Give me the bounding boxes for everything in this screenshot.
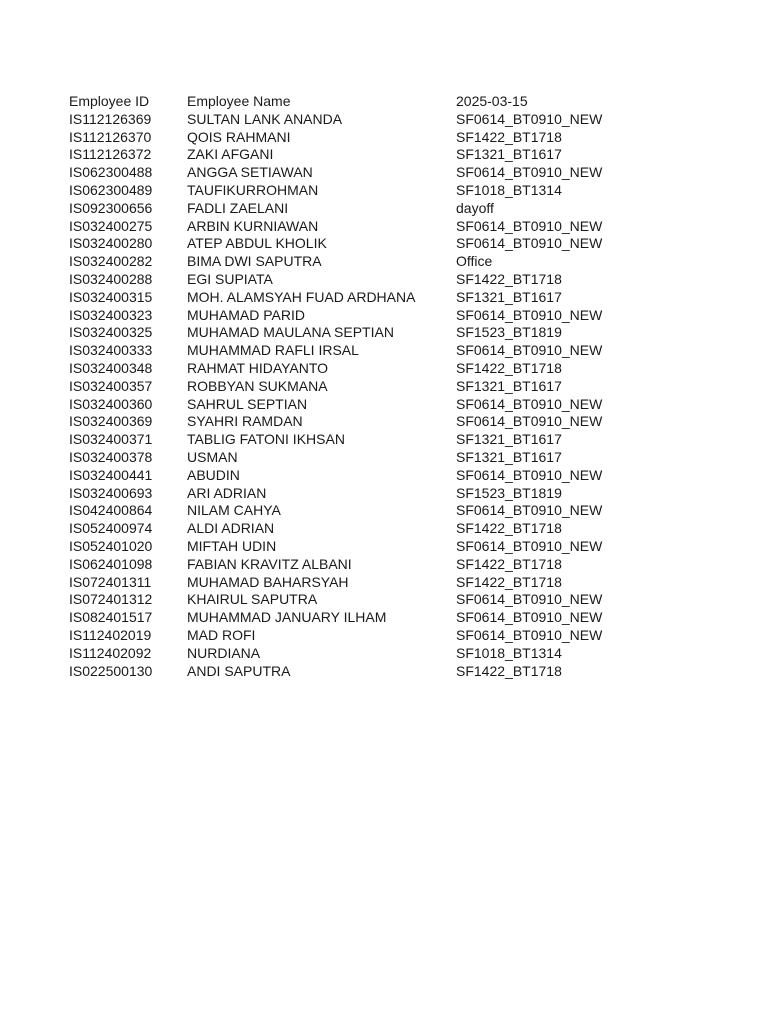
employee-name-cell: EGI SUPIATA xyxy=(187,270,273,287)
shift-cell: SF0614_BT0910_NEW xyxy=(456,466,603,483)
employee-name-cell: ABUDIN xyxy=(187,466,240,483)
employee-id-cell: IS082401517 xyxy=(69,609,153,626)
shift-cell: SF0614_BT0910_NEW xyxy=(456,502,603,519)
employee-id-cell: IS062300488 xyxy=(69,164,153,181)
shift-cell: SF0614_BT0910_NEW xyxy=(456,306,603,323)
employee-name-cell: SYAHRI RAMDAN xyxy=(187,413,303,430)
employee-id-cell: IS032400325 xyxy=(69,324,153,341)
employee-name-cell: ATEP ABDUL KHOLIK xyxy=(187,235,327,252)
employee-name-cell: QOIS RAHMANI xyxy=(187,128,291,145)
employee-id-cell: IS032400357 xyxy=(69,377,153,394)
employee-name-cell: SULTAN LANK ANANDA xyxy=(187,110,343,127)
employee-name-cell: ROBBYAN SUKMANA xyxy=(187,377,328,394)
employee-name-cell: MAD ROFI xyxy=(187,626,256,643)
shift-cell: SF1321_BT1617 xyxy=(456,377,562,394)
employee-id-cell: IS062300489 xyxy=(69,181,153,198)
employee-id-cell: IS072401311 xyxy=(69,573,152,590)
employee-id-cell: IS032400378 xyxy=(69,448,153,465)
employee-id-cell: IS022500130 xyxy=(69,662,153,679)
employee-id-cell: IS042400864 xyxy=(69,502,153,519)
employee-id-cell: IS032400348 xyxy=(69,359,153,376)
shift-cell: SF0614_BT0910_NEW xyxy=(456,591,603,608)
shift-cell: SF1422_BT1718 xyxy=(456,359,562,376)
employee-name-cell: USMAN xyxy=(187,448,238,465)
employee-id-cell: IS032400288 xyxy=(69,270,153,287)
employee-name-cell: ARI ADRIAN xyxy=(187,484,267,501)
employee-name-cell: MIFTAH UDIN xyxy=(187,537,277,554)
employee-id-cell: IS112402019 xyxy=(69,626,152,643)
employee-name-cell: MUHAMMAD RAFLI IRSAL xyxy=(187,342,359,359)
employee-name-cell: RAHMAT HIDAYANTO xyxy=(187,359,329,376)
shift-cell: SF1422_BT1718 xyxy=(456,555,562,572)
employee-id-cell: IS032400441 xyxy=(69,466,153,483)
shift-cell: SF0614_BT0910_NEW xyxy=(456,235,603,252)
employee-id-cell: IS052401020 xyxy=(69,537,153,554)
employee-id-cell: IS032400371 xyxy=(69,431,153,448)
employee-name-cell: MUHAMAD BAHARSYAH xyxy=(187,573,349,590)
shift-cell: SF1321_BT1617 xyxy=(456,448,562,465)
shift-cell: SF0614_BT0910_NEW xyxy=(456,609,603,626)
shift-cell: Office xyxy=(456,253,493,270)
shift-cell: SF1523_BT1819 xyxy=(456,484,562,501)
shift-cell: SF1321_BT1617 xyxy=(456,431,562,448)
header-employee-id: Employee ID xyxy=(69,93,150,109)
employee-name-cell: ANGGA SETIAWAN xyxy=(187,164,313,181)
shift-cell: SF0614_BT0910_NEW xyxy=(456,626,603,643)
employee-name-cell: MOH. ALAMSYAH FUAD ARDHANA xyxy=(187,288,416,305)
employee-id-cell: IS112126369 xyxy=(69,110,152,127)
shift-cell: dayoff xyxy=(456,199,494,216)
shift-cell: SF0614_BT0910_NEW xyxy=(456,217,603,234)
employee-name-cell: BIMA DWI SAPUTRA xyxy=(187,253,322,270)
employee-name-cell: NURDIANA xyxy=(187,644,261,661)
employee-name-cell: KHAIRUL SAPUTRA xyxy=(187,591,318,608)
shift-cell: SF0614_BT0910_NEW xyxy=(456,537,603,554)
employee-name-cell: ARBIN KURNIAWAN xyxy=(187,217,319,234)
shift-cell: SF0614_BT0910_NEW xyxy=(456,395,603,412)
employee-id-cell: IS032400275 xyxy=(69,217,153,234)
header-date: 2025-03-15 xyxy=(456,93,528,109)
shift-cell: SF1422_BT1718 xyxy=(456,520,562,537)
employee-id-cell: IS032400369 xyxy=(69,413,153,430)
shift-cell: SF0614_BT0910_NEW xyxy=(456,413,603,430)
employee-id-cell: IS072401312 xyxy=(69,591,153,608)
shift-cell: SF1422_BT1718 xyxy=(456,128,562,145)
employee-id-cell: IS032400360 xyxy=(69,395,153,412)
shift-cell: SF1321_BT1617 xyxy=(456,288,562,305)
employee-id-cell: IS032400323 xyxy=(69,306,153,323)
employee-name-cell: FABIAN KRAVITZ ALBANI xyxy=(187,555,352,572)
employee-id-cell: IS032400315 xyxy=(69,288,153,305)
employee-id-cell: IS032400282 xyxy=(69,253,153,270)
shift-cell: SF0614_BT0910_NEW xyxy=(456,110,603,127)
employee-name-cell: ALDI ADRIAN xyxy=(187,520,275,537)
shift-cell: SF1321_BT1617 xyxy=(456,146,562,163)
shift-cell: SF1422_BT1718 xyxy=(456,270,562,287)
employee-id-cell: IS112126372 xyxy=(69,146,152,163)
employee-name-cell: ANDI SAPUTRA xyxy=(187,662,291,679)
employee-name-cell: MUHAMMAD JANUARY ILHAM xyxy=(187,609,387,626)
employee-name-cell: TAUFIKURROHMAN xyxy=(187,181,319,198)
employee-id-cell: IS112402092 xyxy=(69,644,152,661)
employee-name-cell: SAHRUL SEPTIAN xyxy=(187,395,308,412)
employee-name-cell: ZAKI AFGANI xyxy=(187,146,274,163)
employee-name-cell: TABLIG FATONI IKHSAN xyxy=(187,431,345,448)
employee-id-cell: IS032400280 xyxy=(69,235,153,252)
employee-name-cell: FADLI ZAELANI xyxy=(187,199,289,216)
shift-cell: SF1523_BT1819 xyxy=(456,324,562,341)
shift-cell: SF1018_BT1314 xyxy=(456,644,562,661)
header-employee-name: Employee Name xyxy=(187,93,291,109)
employee-name-cell: NILAM CAHYA xyxy=(187,502,281,519)
employee-id-cell: IS112126370 xyxy=(69,128,152,145)
employee-name-cell: MUHAMAD MAULANA SEPTIAN xyxy=(187,324,394,341)
employee-id-cell: IS052400974 xyxy=(69,520,153,537)
employee-id-cell: IS032400693 xyxy=(69,484,153,501)
employee-id-cell: IS032400333 xyxy=(69,342,153,359)
shift-cell: SF1018_BT1314 xyxy=(456,181,562,198)
shift-cell: SF1422_BT1718 xyxy=(456,662,562,679)
employee-id-cell: IS092300656 xyxy=(69,199,153,216)
employee-name-cell: MUHAMAD PARID xyxy=(187,306,305,323)
shift-cell: SF1422_BT1718 xyxy=(456,573,562,590)
shift-cell: SF0614_BT0910_NEW xyxy=(456,342,603,359)
employee-id-cell: IS062401098 xyxy=(69,555,153,572)
shift-cell: SF0614_BT0910_NEW xyxy=(456,164,603,181)
